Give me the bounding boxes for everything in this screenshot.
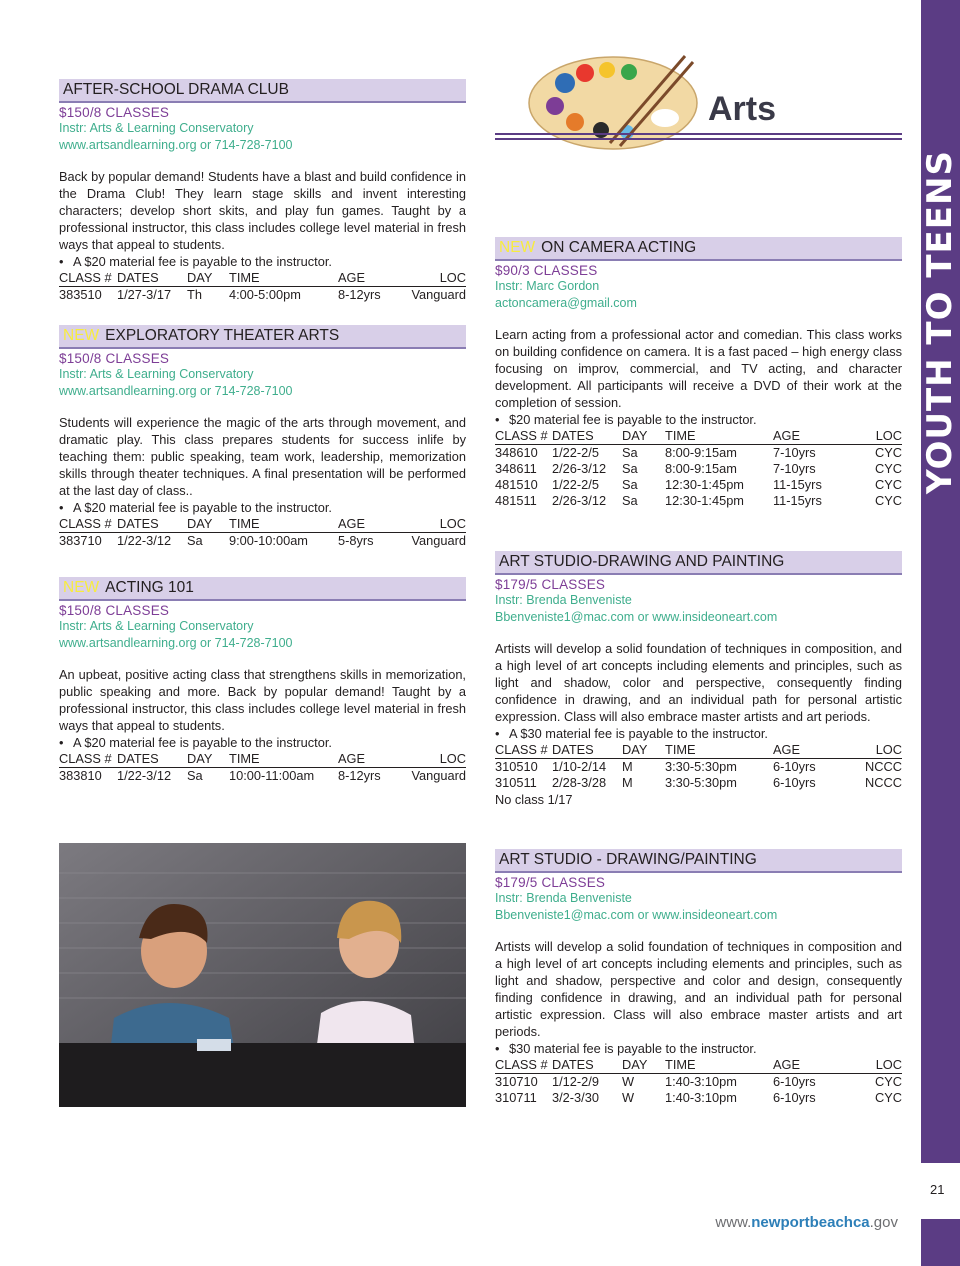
- footer-url[interactable]: www.newportbeachca.gov: [715, 1214, 898, 1231]
- price: $150/8 CLASSES: [59, 603, 170, 618]
- schedule-table: [59, 270, 466, 303]
- divider: [495, 133, 902, 135]
- table-row: 383510 1/27-3/17 Th 4:00-5:00pm 8-12yrs Vanguard: [59, 287, 466, 302]
- table-header-row: CLASS # DATES DAY TIME AGE LOC: [495, 1057, 902, 1072]
- fee-note: • $20 material fee is payable to the instructor.: [495, 411, 902, 428]
- price: $90/3 CLASSES: [495, 263, 598, 278]
- section-exploratory: [59, 325, 466, 549]
- section-title: NEW ON CAMERA ACTING: [495, 237, 902, 261]
- section-title: NEW EXPLORATORY THEATER ARTS: [59, 325, 466, 349]
- photo-children: [59, 843, 466, 1107]
- section-title: AFTER-SCHOOL DRAMA CLUB: [59, 79, 466, 103]
- table-header-row: CLASS # DATES DAY TIME AGE LOC: [59, 751, 466, 766]
- fee-note: • A $20 material fee is payable to the instructor.: [59, 734, 466, 751]
- divider: [495, 138, 902, 140]
- instructor: Instr: Arts & Learning Conservatory: [59, 367, 254, 381]
- price: $179/5 CLASSES: [495, 577, 606, 592]
- schedule-table: [495, 1057, 902, 1106]
- contact-link[interactable]: www.artsandlearning.org or 714-728-7100: [59, 384, 293, 398]
- instructor: Instr: Arts & Learning Conservatory: [59, 121, 254, 135]
- schedule-table: [59, 516, 466, 549]
- fee-note: • A $20 material fee is payable to the instructor.: [59, 499, 466, 516]
- description: Learn acting from a professional actor and comedian. This class works on building confidence on camera. It is a fast paced – high energy class focusing on improv, commercial, and TV acting, and character development. All participants will receive a DVD of their work at the completion of session.: [495, 327, 902, 410]
- fee-note: • $30 material fee is payable to the instructor.: [495, 1040, 902, 1057]
- description: An upbeat, positive acting class that strengthens skills in memorization, public speaking and more. Back by popular demand! Taught by a professional instructor, this class includes college level material in fresh ways that appeal to students.: [59, 667, 466, 733]
- description: Back by popular demand! Students have a blast and build confidence in the Drama Club! They learn stage skills and invent interesting characters; develop short skits, and play fun games. Taught by a professional instructor, this class includes college level material in fresh ways that appeal to students.: [59, 169, 466, 252]
- table-header-row: CLASS # DATES DAY TIME AGE LOC: [495, 428, 902, 443]
- fee-note: • A $20 material fee is payable to the instructor.: [59, 253, 466, 270]
- table-row: 310711 3/2-3/30 W 1:40-3:10pm 6-10yrs CYC: [495, 1090, 902, 1105]
- table-row: 348611 2/26-3/12 Sa 8:00-9:15am 7-10yrs CYC: [495, 461, 902, 476]
- table-row: 348610 1/22-2/5 Sa 8:00-9:15am 7-10yrs CYC: [495, 445, 902, 460]
- table-row: 481510 1/22-2/5 Sa 12:30-1:45pm 11-15yrs CYC: [495, 477, 902, 492]
- photo-illustration: [59, 843, 466, 1107]
- table-row: 310511 2/28-3/28 M 3:30-5:30pm 6-10yrs NCCC: [495, 775, 902, 790]
- fee-note: • A $30 material fee is payable to the instructor.: [495, 725, 902, 742]
- description: Artists will develop a solid foundation of techniques in composition and a high level of art concepts including elements and principles, such as light and shadow, perspective and color and design, consequently finding confidence in drawing, and an individual path for personal artistic expression. Class will also embrace master artists and art periods.: [495, 939, 902, 1039]
- section-title: NEW ACTING 101: [59, 577, 466, 601]
- table-row: 310710 1/12-2/9 W 1:40-3:10pm 6-10yrs CYC: [495, 1074, 902, 1089]
- side-title: YOUTH TO TEENS: [920, 150, 960, 494]
- table-row: 310510 1/10-2/14 M 3:30-5:30pm 6-10yrs NCCC: [495, 759, 902, 774]
- instructor: Instr: Brenda Benveniste: [495, 593, 632, 607]
- schedule-table: [59, 751, 466, 784]
- table-row: 481511 2/26-3/12 Sa 12:30-1:45pm 11-15yrs CYC: [495, 493, 902, 508]
- contact-link[interactable]: www.artsandlearning.org or 714-728-7100: [59, 636, 293, 650]
- section-art-studio-1: [495, 551, 902, 808]
- price: $179/5 CLASSES: [495, 875, 606, 890]
- description: Students will experience the magic of the arts through movement, and dramatic play. This class prepares students for success inlife by teaching them: public speaking, team work, leadership, memorization skills through theater techniques. A final presentation will be performed at the last day of class..: [59, 415, 466, 498]
- section-title: ART STUDIO - DRAWING/PAINTING: [495, 849, 902, 873]
- description: Artists will develop a solid foundation of techniques in composition, and a high level of art concepts including elements and principles, such as light and shadow, color and perspective, consequently finding confidence in drawing, and an individual path for personal artistic expression. Class will also embrace master artists and art periods.: [495, 641, 902, 724]
- section-drama-club: [59, 79, 466, 303]
- contact-link[interactable]: Bbenveniste1@mac.com or www.insideoneart.com: [495, 610, 778, 624]
- contact-link[interactable]: actoncamera@gmail.com: [495, 296, 637, 310]
- instructor: Instr: Arts & Learning Conservatory: [59, 619, 254, 633]
- table-row: 383710 1/22-3/12 Sa 9:00-10:00am 5-8yrs Vanguard: [59, 533, 466, 548]
- section-acting-101: [59, 577, 466, 784]
- instructor: Instr: Brenda Benveniste: [495, 891, 632, 905]
- arts-title: Arts: [708, 90, 777, 128]
- side-bar-bottom: [921, 1219, 960, 1266]
- new-badge: NEW: [499, 239, 536, 256]
- section-title: ART STUDIO-DRAWING AND PAINTING: [495, 551, 902, 575]
- page-number: 21: [930, 1182, 945, 1197]
- schedule-note: No class 1/17: [495, 792, 573, 807]
- table-header-row: CLASS # DATES DAY TIME AGE LOC: [495, 742, 902, 757]
- table-header-row: CLASS # DATES DAY TIME AGE LOC: [59, 270, 466, 285]
- price: $150/8 CLASSES: [59, 351, 170, 366]
- palette-icon: [525, 48, 725, 163]
- price: $150/8 CLASSES: [59, 105, 170, 120]
- section-art-studio-2: [495, 849, 902, 1106]
- section-on-camera-acting: [495, 237, 902, 509]
- arts-header: [495, 48, 902, 143]
- table-header-row: CLASS # DATES DAY TIME AGE LOC: [59, 516, 466, 531]
- schedule-table: [495, 428, 902, 509]
- instructor: Instr: Marc Gordon: [495, 279, 600, 293]
- table-row: 383810 1/22-3/12 Sa 10:00-11:00am 8-12yrs Vanguard: [59, 768, 466, 783]
- schedule-table: [495, 742, 902, 791]
- new-badge: NEW: [63, 327, 100, 344]
- contact-link[interactable]: www.artsandlearning.org or 714-728-7100: [59, 138, 293, 152]
- contact-link[interactable]: Bbenveniste1@mac.com or www.insideoneart.com: [495, 908, 778, 922]
- new-badge: NEW: [63, 579, 100, 596]
